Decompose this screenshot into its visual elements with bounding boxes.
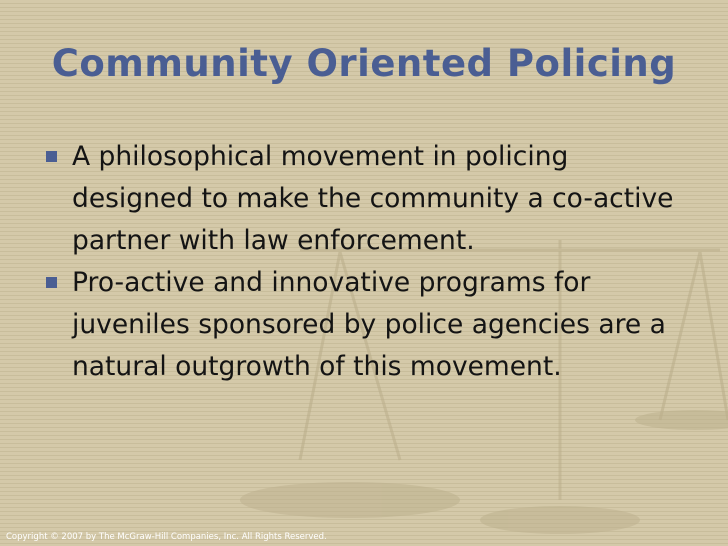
square-bullet-icon xyxy=(46,151,57,162)
bullet-text: Pro-active and innovative programs for juveniles sponsored by police agencies are a natural outgrowth of this movement. xyxy=(72,267,666,382)
bullet-list xyxy=(44,136,694,388)
bullet-item xyxy=(44,136,694,262)
bullet-item xyxy=(44,262,694,388)
slide-title: Community Oriented Policing xyxy=(51,42,677,85)
bullet-text: A philosophical movement in policing designed to make the community a co-active partner with law enforcement. xyxy=(72,141,674,256)
square-bullet-icon xyxy=(46,277,57,288)
copyright-footer: Copyright © 2007 by The McGraw-Hill Companies, Inc. All Rights Reserved. xyxy=(6,532,327,542)
